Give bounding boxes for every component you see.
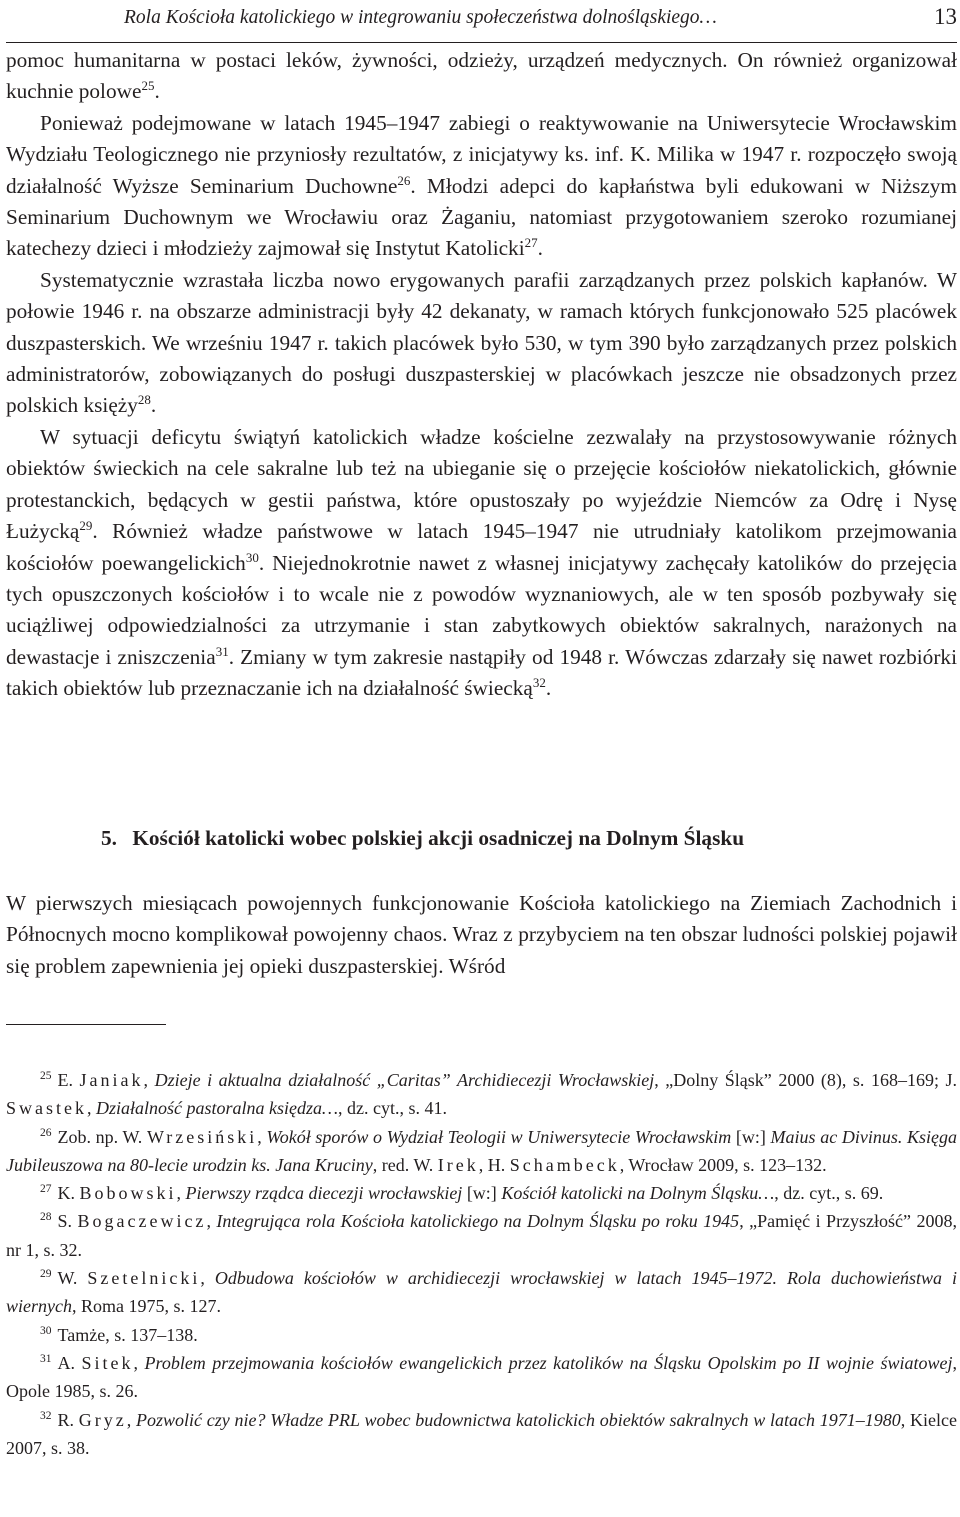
footnote-number: 29 bbox=[40, 1268, 52, 1281]
author-surname: Sitek bbox=[81, 1352, 134, 1373]
main-text bbox=[6, 45, 957, 705]
section-body bbox=[6, 888, 957, 982]
text-run: , H. bbox=[478, 1154, 510, 1175]
footnote-reference: 27 bbox=[524, 235, 538, 251]
footnote bbox=[6, 1321, 957, 1349]
italic-title: Działalność pastoralna księdza… bbox=[96, 1098, 339, 1119]
text-run: Ponieważ podejmowane w latach 1945–1947 zabiegi o reaktywowanie na Uniwersytecie Wrocławskim Wydziału Teologicznego nie przyniosły rezultatów, z inicjatywy ks. inf. K. Milika w 1947 r. rozpoczęło swoją działalność Wyższe Seminarium Duchowne bbox=[6, 110, 957, 198]
author-surname: Szetelnicki bbox=[87, 1268, 201, 1289]
paragraph bbox=[6, 265, 957, 422]
footnotes bbox=[6, 1066, 957, 1462]
text-run: , Opole 1985, s. 26. bbox=[6, 1352, 958, 1402]
text-run: . bbox=[150, 393, 157, 418]
italic-title: Dzieje i aktualna działalność „Caritas” Archidiecezji Wrocławskiej bbox=[154, 1070, 655, 1090]
text-run: W sytuacji deficytu świątyń katolickich władze kościelne zezwalały na przystosowywanie różnych obiektów świeckich na cele sakralne lub też na ubieganie się o przejęcie kościołów niekatolickich, głównie protestanckich, będących w gestii państwa, które opustoszały po wyjeździe Niemców za Odrę i Nysę Łużycką bbox=[6, 424, 957, 544]
text-run: , bbox=[257, 1126, 267, 1147]
text-run: . bbox=[545, 676, 552, 701]
section-title: Kościół katolicki wobec polskiej akcji osadniczej na Dolnym Śląsku bbox=[132, 826, 745, 850]
paragraph bbox=[6, 108, 957, 265]
text-run: , „Pamięć i Przyszłość” 2008, nr 1, s. 32. bbox=[6, 1211, 957, 1260]
text-run: S. bbox=[57, 1211, 78, 1232]
text-run: . Młodzi adepci do kapłaństwa byli edukowani w Niższym Seminarium Duchownym we Wrocławiu oraz Żaganiu, natomiast przygotowaniem szeroko rozumianej katechezy dzieci i młodzieży zajmował się Instytut Katolicki bbox=[6, 173, 957, 261]
running-title: Rola Kościoła katolickiego w integrowaniu społeczeństwa dolnośląskiego… bbox=[124, 7, 717, 28]
text-run: , bbox=[126, 1409, 137, 1430]
footnote-number: 26 bbox=[40, 1126, 52, 1139]
text-run: pomoc humanitarna w postaci leków, żywności, odzieży, urządzeń medycznych. On również organizował kuchnie polowe bbox=[6, 48, 957, 104]
text-run: , bbox=[143, 1070, 155, 1090]
section-paragraph: W pierwszych miesiącach powojennych funkcjonowanie Kościoła katolickiego na Ziemiach Zachodnich i Północnych mocno komplikował powojenny chaos. Wraz z przybyciem na ten obszar ludności polskiej pojawił się problem zapewnienia jej opieki duszpasterskiej. Wśród bbox=[6, 891, 957, 978]
section-heading bbox=[101, 826, 744, 851]
italic-title: Wokół sporów o Wydział Teologii w Uniwersytecie Wrocławskim bbox=[266, 1126, 732, 1147]
text-run: , dz. cyt., s. 69. bbox=[774, 1183, 884, 1204]
text-run: . bbox=[537, 236, 543, 261]
text-run: , „Dolny Śląsk” 2000 (8), s. 168–169; J. bbox=[654, 1070, 958, 1090]
footnote bbox=[6, 1123, 957, 1180]
footnote bbox=[6, 1179, 957, 1207]
author-surname: Wrzesiński bbox=[146, 1126, 258, 1147]
text-run: , bbox=[200, 1268, 215, 1289]
author-surname: Janiak bbox=[79, 1070, 144, 1090]
paragraph bbox=[6, 45, 957, 108]
text-run: Tamże, s. 137–138. bbox=[57, 1324, 198, 1345]
italic-title: Pierwszy rządca diecezji wrocławskiej bbox=[185, 1183, 463, 1204]
text-run: [w:] bbox=[731, 1126, 771, 1147]
footnote-number: 30 bbox=[40, 1324, 52, 1337]
text-run: , dz. cyt., s. 41. bbox=[338, 1098, 447, 1119]
footnote-reference: 25 bbox=[141, 78, 155, 94]
footnote-reference: 28 bbox=[137, 392, 151, 408]
text-run: Zob. np. W. bbox=[57, 1126, 147, 1147]
footnote bbox=[6, 1406, 957, 1463]
running-head bbox=[6, 2, 957, 43]
footnote-number: 25 bbox=[40, 1070, 52, 1082]
paragraph bbox=[6, 422, 957, 705]
text-run: W. bbox=[57, 1268, 88, 1289]
text-run: , bbox=[206, 1211, 217, 1232]
text-run: . bbox=[154, 79, 160, 104]
author-surname: Schambeck bbox=[509, 1154, 620, 1175]
text-run: , bbox=[176, 1183, 186, 1204]
author-surname: Irek bbox=[437, 1154, 479, 1175]
text-run: , Kielce 2007, s. 38. bbox=[6, 1409, 957, 1458]
book-page bbox=[6, 0, 957, 1517]
footnote-reference: 26 bbox=[397, 172, 411, 188]
footnote-number: 31 bbox=[40, 1352, 52, 1365]
text-run: , Roma 1975, s. 127. bbox=[71, 1296, 221, 1317]
text-run: , bbox=[87, 1098, 96, 1119]
text-run: [w:] bbox=[462, 1183, 502, 1204]
text-run: . Niejednokrotnie nawet z własnej inicjatywy zachęcały katolików do przejęcia tych opuszczonych kościołów i to wcale nie z powodów wyznaniowych, ale w ten sposób pozbywały się uciążliwej odpowiedzialności za utrzymanie i stan zabytkowych obiektów sakralnych, narażonych na dewastacje i zniszczenia bbox=[6, 550, 957, 669]
footnote-separator bbox=[6, 1024, 166, 1025]
text-run: A. bbox=[57, 1352, 82, 1373]
footnote-number: 32 bbox=[40, 1409, 52, 1422]
author-surname: Gryz bbox=[78, 1409, 127, 1430]
text-run: E. bbox=[57, 1070, 80, 1090]
italic-title: Pozwolić czy nie? Władze PRL wobec budownictwa katolickich obiektów sakralnych w latach 1971–1980 bbox=[136, 1409, 901, 1430]
text-run: , red. W. bbox=[372, 1154, 438, 1175]
italic-title: Maius ac Divinus. Księga Jubileuszowa na 80-lecie urodzin ks. Jana Kruciny bbox=[6, 1126, 957, 1175]
footnote-reference: 30 bbox=[245, 549, 259, 565]
italic-title: Integrująca rola Kościoła katolickiego na Dolnym Śląsku po roku 1945 bbox=[216, 1211, 740, 1232]
text-run: R. bbox=[57, 1409, 79, 1430]
author-surname: Bogaczewicz bbox=[77, 1211, 207, 1232]
footnote-reference: 32 bbox=[532, 675, 546, 691]
text-run: , bbox=[133, 1352, 145, 1373]
text-run: K. bbox=[57, 1183, 80, 1204]
footnote-reference: 29 bbox=[79, 518, 93, 534]
text-run: , Wrocław 2009, s. 123–132. bbox=[619, 1154, 827, 1175]
author-surname: Bobowski bbox=[79, 1183, 177, 1204]
footnote bbox=[6, 1207, 957, 1264]
footnote bbox=[6, 1264, 957, 1321]
text-run: Systematycznie wzrastała liczba nowo erygowanych parafii zarządzanych przez polskich kapłanów. W połowie 1946 r. na obszarze administracji były 42 dekanaty, w ramach których funkcjonowało 525 placówek duszpasterskich. We wrześniu 1947 r. takich placówek było 530, w tym 390 było zarządzanych przez polskich administratorów, zobowiązanych do posługi duszpasterskiej w placówkach jeszcze nie obsadzonych przez polskich księży bbox=[6, 267, 957, 418]
italic-title: Kościół katolicki na Dolnym Śląsku… bbox=[501, 1183, 775, 1204]
footnote bbox=[6, 1349, 957, 1406]
author-surname: Swastek bbox=[6, 1098, 87, 1119]
footnote-number: 27 bbox=[40, 1183, 52, 1196]
italic-title: Odbudowa kościołów w archidiecezji wrocławskiej w latach 1945–1972. Rola duchowieństwa i wiernych bbox=[6, 1268, 958, 1317]
page-number: 13 bbox=[934, 4, 957, 29]
section-number: 5. bbox=[101, 826, 117, 850]
footnote-reference: 31 bbox=[215, 643, 229, 659]
text-run: . Również władze państwowe w latach 1945–1947 nie utrudniały katolikom przejmowania kościołów poewangelickich bbox=[6, 519, 957, 575]
italic-title: Problem przejmowania kościołów ewangelickich przez katolików na Śląsku Opolskim po II wojnie światowej bbox=[144, 1352, 953, 1373]
footnote-number: 28 bbox=[40, 1211, 52, 1224]
text-run: . Zmiany w tym zakresie nastąpiły od 1948 r. Wówczas zdarzały się nawet rozbiórki takich obiektów lub przeznaczanie ich na działalność świecką bbox=[6, 644, 957, 701]
footnote bbox=[6, 1066, 957, 1123]
